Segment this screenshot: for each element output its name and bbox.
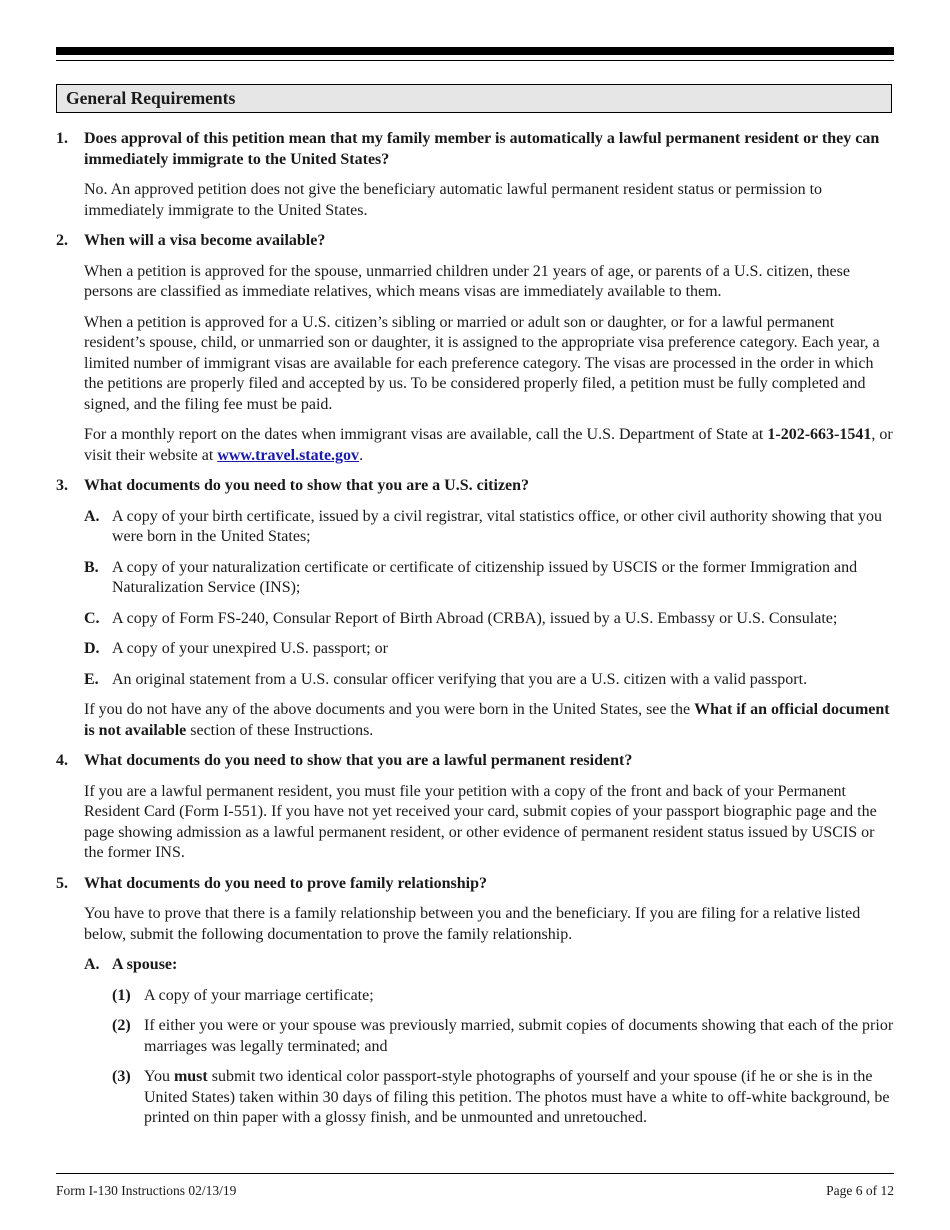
state-dept-website-link[interactable]: www.travel.state.gov bbox=[217, 446, 360, 464]
text-run: . bbox=[359, 446, 364, 464]
footer-form-name: Form I-130 Instructions 02/13/19 bbox=[56, 1183, 237, 1198]
section-title: General Requirements bbox=[66, 88, 236, 108]
list-item-label: A. bbox=[84, 507, 100, 525]
answer-3-note bbox=[84, 700, 894, 741]
question-2 bbox=[56, 231, 894, 252]
list-item bbox=[84, 507, 894, 548]
list-item-label: B. bbox=[84, 558, 99, 576]
question-number: 4. bbox=[56, 752, 68, 769]
question-3 bbox=[56, 476, 894, 497]
answer-2-paragraph-3 bbox=[84, 425, 894, 466]
list-item-title: A spouse: bbox=[112, 956, 178, 973]
footer-page-number: Page 6 of 12 bbox=[826, 1183, 894, 1198]
list-item bbox=[84, 609, 894, 630]
sub-list-item bbox=[112, 1067, 894, 1129]
answer-5-intro: You have to prove that there is a family relationship between you and the beneficiary. If you are filing for a relative listed below, submit the following documentation to prove the family relationship. bbox=[84, 905, 861, 943]
phone-number: 1-202-663-1541 bbox=[767, 426, 872, 443]
list-item-label: C. bbox=[84, 609, 100, 627]
list-item-text: An original statement from a U.S. consular officer verifying that you are a U.S. citizen with a valid passport. bbox=[112, 670, 808, 688]
answer-1: No. An approved petition does not give the beneficiary automatic lawful permanent resident status or permission to immediately immigrate to the United States. bbox=[84, 181, 823, 219]
emphasis: must bbox=[173, 1068, 208, 1085]
question-text: What documents do you need to show that you are a U.S. citizen? bbox=[84, 477, 530, 494]
answer-4: If you are a lawful permanent resident, you must file your petition with a copy of the front and back of your Permanent Resident Card (Form I-551). If you have not yet received your card, submit copies of your passport biographic page and the page showing admission as a lawful permanent resident, or other evidence of permanent resident status issued by USCIS or the former INS. bbox=[84, 782, 877, 861]
answer-2-paragraph-2: When a petition is approved for a U.S. citizen’s sibling or married or adult son or daughter, or for a lawful permanent resident’s spouse, child, or unmarried son or daughter, it is assigned to the appropriate visa preference category. Each year, a limited number of immigrant visas are available for each preference category. The visas are processed in the order in which the petitions are properly filed and accepted by us. To be considered properly filed, a petition must be fully completed and signed, and the filing fee must be paid. bbox=[84, 313, 880, 413]
list-item-text: A copy of your unexpired U.S. passport; or bbox=[112, 640, 388, 657]
text-run: You bbox=[144, 1068, 174, 1085]
sub-list-item-label: (3) bbox=[112, 1068, 131, 1085]
question-1 bbox=[56, 129, 894, 170]
list-item bbox=[84, 639, 894, 660]
list-item-text: A copy of your birth certificate, issued by a civil registrar, vital statistics office, or other civil authority showing that you were born in the United States; bbox=[112, 507, 882, 545]
sub-list-item bbox=[112, 986, 894, 1007]
list-item bbox=[84, 670, 894, 691]
question-5 bbox=[56, 874, 894, 895]
question-text: When will a visa become available? bbox=[84, 232, 326, 249]
document-body bbox=[56, 129, 894, 1139]
sub-list-item-label: (1) bbox=[112, 986, 131, 1004]
question-number: 1. bbox=[56, 130, 68, 147]
sub-list-item-text bbox=[144, 1067, 894, 1129]
list-item-label: E. bbox=[84, 670, 99, 688]
sub-list-item-label: (2) bbox=[112, 1017, 131, 1034]
section-header bbox=[56, 84, 892, 113]
question-text: Does approval of this petition mean that my family member is automatically a lawful permanent resident or they can immediately immigrate to the United States? bbox=[84, 130, 880, 168]
text-run: submit two identical color passport-style photographs of yourself and your spouse (if he or she is in the United States) taken within 30 days of filing this petition. The photos must have a white to off-white background, be printed on thin paper with a glossy finish, and be unmounted and unretouched. bbox=[144, 1068, 890, 1126]
list-item-text: A copy of your naturalization certificate or certificate of citizenship issued by USCIS or the former Immigration and Naturalization Service (INS); bbox=[112, 558, 858, 596]
text-run: If you do not have any of the above documents and you were born in the United States, see the bbox=[84, 701, 695, 718]
question-number: 5. bbox=[56, 874, 68, 892]
header-rule-thick bbox=[56, 47, 894, 55]
sub-list-item-text: If either you were or your spouse was previously married, submit copies of documents showing that each of the prior marriages was legally terminated; and bbox=[144, 1017, 894, 1055]
sub-list-item-text: A copy of your marriage certificate; bbox=[144, 986, 374, 1004]
list-item-text: A copy of Form FS-240, Consular Report of Birth Abroad (CRBA), issued by a U.S. Embassy or U.S. Consulate; bbox=[112, 609, 838, 627]
text-run: For a monthly report on the dates when immigrant visas are available, call the U.S. Department of State at bbox=[84, 426, 768, 443]
list-item bbox=[84, 558, 894, 599]
list-item-label: A. bbox=[84, 956, 100, 973]
text-run: , or visit their website at bbox=[84, 426, 893, 464]
question-number: 2. bbox=[56, 232, 68, 249]
list-item-label: D. bbox=[84, 640, 100, 657]
question-text: What documents do you need to show that you are a lawful permanent resident? bbox=[84, 752, 633, 769]
question-4 bbox=[56, 751, 894, 772]
header-rule-thin bbox=[56, 60, 894, 61]
section-reference: What if an official document is not available bbox=[84, 701, 890, 739]
text-run: section of these Instructions. bbox=[186, 721, 374, 739]
question-text: What documents do you need to prove family relationship? bbox=[84, 874, 487, 892]
footer-rule bbox=[56, 1173, 894, 1174]
question-number: 3. bbox=[56, 477, 68, 494]
list-item-spouse bbox=[84, 955, 894, 976]
answer-2-paragraph-1: When a petition is approved for the spouse, unmarried children under 21 years of age, or parents of a U.S. citizen, these persons are classified as immediate relatives, which means visas are immediately available to them. bbox=[84, 262, 850, 300]
sub-list-item bbox=[112, 1016, 894, 1057]
